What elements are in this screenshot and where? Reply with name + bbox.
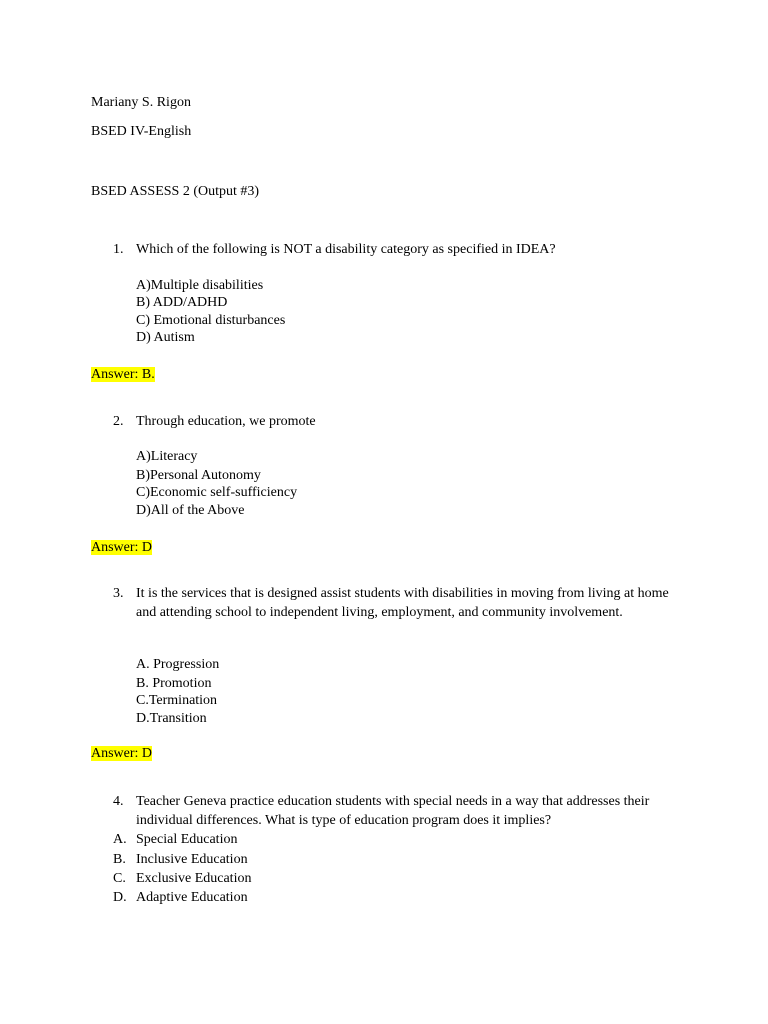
answer-highlight: Answer: B. xyxy=(91,367,155,382)
option-d: D)All of the Above xyxy=(136,503,245,518)
option-a-letter: A. xyxy=(113,832,127,847)
option-b-letter: B. xyxy=(113,852,126,867)
answer-1 xyxy=(91,366,155,384)
question-text: Which of the following is NOT a disability category as specified in IDEA? xyxy=(136,242,556,257)
question-number: 2. xyxy=(113,414,124,429)
option-a: A)Literacy xyxy=(136,449,198,464)
document-title: BSED ASSESS 2 (Output #3) xyxy=(91,184,260,199)
option-b: Inclusive Education xyxy=(136,852,248,867)
option-d-letter: D. xyxy=(113,890,127,905)
option-b: B)Personal Autonomy xyxy=(136,468,261,483)
option-a: Special Education xyxy=(136,832,238,847)
answer-3 xyxy=(91,745,152,763)
option-a: A. Progression xyxy=(136,657,220,672)
question-text: Teacher Geneva practice education students with special needs in a way that addresses their individual differences. What is type of education program does it implies? xyxy=(136,794,650,828)
question-text: It is the services that is designed assist students with disabilities in moving from living at home and attending school to independent living, employment, and community involvement. xyxy=(136,586,669,620)
question-number: 4. xyxy=(113,794,124,809)
option-d: D.Transition xyxy=(136,711,207,726)
answer-2 xyxy=(91,539,152,557)
question-text: Through education, we promote xyxy=(136,414,316,429)
option-d: Adaptive Education xyxy=(136,890,248,905)
option-c: C.Termination xyxy=(136,693,218,708)
option-c: C) Emotional disturbances xyxy=(136,313,286,328)
option-c: C)Economic self-sufficiency xyxy=(136,485,298,500)
student-name: Mariany S. Rigon xyxy=(91,95,191,110)
option-a: A)Multiple disabilities xyxy=(136,278,264,293)
question-number: 3. xyxy=(113,586,124,601)
option-d: D) Autism xyxy=(136,330,195,345)
option-c: Exclusive Education xyxy=(136,871,252,886)
option-b: B) ADD/ADHD xyxy=(136,295,228,310)
question-number: 1. xyxy=(113,242,124,257)
option-c-letter: C. xyxy=(113,871,126,886)
answer-highlight: Answer: D xyxy=(91,746,153,761)
student-course: BSED IV-English xyxy=(91,124,192,139)
answer-highlight: Answer: D xyxy=(91,540,153,555)
option-b: B. Promotion xyxy=(136,676,212,691)
